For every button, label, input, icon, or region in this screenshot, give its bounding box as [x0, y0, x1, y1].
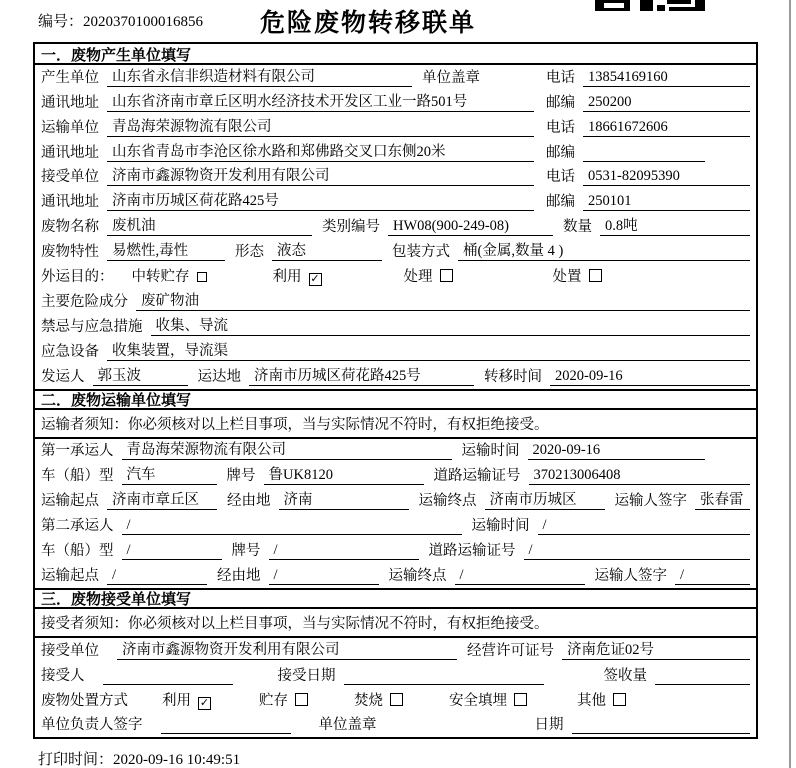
purpose-option-dispose: 处置 — [553, 265, 602, 286]
field-label: 废物名称 — [41, 219, 99, 236]
stamp-label: 单位盖章 — [318, 717, 377, 734]
field-label: 电话 — [546, 69, 575, 86]
field-label: 接受人 — [41, 667, 85, 684]
waste-qty-value: 0.8吨 — [600, 214, 750, 236]
field-label: 包装方式 — [392, 244, 450, 261]
field-label: 邮编 — [546, 144, 575, 161]
row-acceptor — [35, 663, 756, 688]
field-label: 运输时间 — [471, 518, 530, 535]
field-label: 运输终点 — [388, 567, 447, 584]
field-label: 发运人 — [41, 368, 85, 385]
field-label: 转移时间 — [484, 368, 542, 385]
stamp-label: 单位盖章 — [422, 69, 480, 86]
scan-page-edge — [789, 0, 791, 768]
field-label: 类别编号 — [322, 219, 380, 236]
purpose-option-storage: 中转贮存 — [132, 265, 207, 286]
disposal-option-incinerate: 焚烧 — [354, 689, 403, 710]
emergency-equipment-value: 收集装置，导流渠 — [107, 339, 750, 361]
field-label: 电话 — [546, 119, 575, 136]
first-carrier-value: 青岛海荣源物流有限公司 — [122, 438, 452, 460]
field-label: 邮编 — [546, 94, 575, 111]
transporter-value: 青岛海荣源物流有限公司 — [107, 115, 534, 137]
transporter-address-value: 山东省青岛市李沧区徐水路和郑佛路交叉口东侧20米 — [107, 140, 534, 162]
row-shipper — [35, 364, 756, 389]
second-route-start-value: / — [107, 567, 207, 585]
transporter-notice: 运输者须知：你必须核对以上栏目事项，当与实际情况不符时，有权拒绝接受。 — [35, 410, 756, 439]
row-waste-name — [35, 214, 756, 239]
field-label: 签收量 — [603, 667, 647, 684]
waste-character-value: 易燃性,毒性 — [107, 239, 225, 261]
field-label: 通讯地址 — [41, 144, 99, 161]
purpose-option-utilize: 利用 ✓ — [272, 269, 320, 286]
second-route-via-value: / — [269, 567, 379, 585]
field-label: 电话 — [546, 169, 575, 186]
row-emergency-measures — [35, 314, 756, 339]
accept-date-value — [344, 669, 544, 685]
waste-form-value: 液态 — [272, 239, 382, 261]
disposal-option-landfill: 安全填埋 — [449, 689, 527, 710]
second-carrier-value: / — [122, 517, 462, 535]
receiver-notice: 接受者须知：你必须核对以上栏目事项，当与实际情况不符时，有权拒绝接受。 — [35, 609, 756, 638]
print-time — [38, 748, 240, 768]
field-label: 接受单位 — [41, 169, 99, 186]
row-receiver-address — [35, 189, 756, 214]
first-route-start-value: 济南市章丘区 — [107, 488, 217, 510]
row-accepting-unit — [35, 638, 756, 663]
field-label: 经由地 — [217, 567, 261, 584]
field-label: 运输人签字 — [594, 567, 667, 584]
field-label: 运输时间 — [461, 443, 520, 460]
field-label: 形态 — [235, 244, 264, 261]
field-label: 应急设备 — [41, 343, 99, 360]
field-label: 通讯地址 — [41, 194, 99, 211]
receiver-value: 济南市鑫源物资开发利用有限公司 — [107, 164, 534, 186]
producer-address-value: 山东省济南市章丘区明水经济技术开发区工业一路501号 — [107, 90, 534, 112]
field-label: 运输单位 — [41, 119, 99, 136]
serial-value: 2020370100016856 — [83, 14, 204, 30]
field-label: 禁忌与应急措施 — [41, 318, 143, 335]
row-responsible-signature — [35, 713, 756, 738]
field-label: 数量 — [563, 219, 592, 236]
field-label: 运输起点 — [41, 567, 99, 584]
row-producer-address — [35, 90, 756, 115]
transfer-time-value: 2020-09-16 — [550, 368, 750, 386]
row-first-vehicle — [35, 463, 756, 488]
sign-date-value — [572, 718, 751, 734]
manifest-form — [33, 42, 758, 739]
receiver-phone-value: 0531-82095390 — [583, 168, 750, 186]
field-label: 产生单位 — [41, 69, 99, 86]
first-route-via-value: 济南 — [279, 488, 409, 510]
disposal-option-store: 贮存 — [259, 689, 308, 710]
producer-value: 山东省永信非织造材料有限公司 — [107, 65, 412, 87]
field-label: 道路运输证号 — [433, 468, 521, 485]
disposal-option-other: 其他 — [577, 689, 626, 710]
qr-code-fragment — [595, 0, 705, 11]
first-vehicle-type-value: 汽车 — [122, 463, 217, 485]
field-label: 邮编 — [546, 194, 575, 211]
field-label: 通讯地址 — [41, 94, 99, 111]
receiver-zip-value: 250101 — [583, 193, 750, 211]
checkbox-treat — [440, 269, 453, 282]
second-permit-value: / — [524, 542, 751, 560]
checkbox-disposal-landfill — [514, 693, 527, 706]
purpose-option-treat: 处理 — [404, 265, 453, 286]
field-label: 车（船）型 — [41, 543, 114, 560]
page-title: 危险废物转移联单 — [259, 9, 476, 37]
field-label: 经由地 — [227, 493, 271, 510]
row-transfer-purpose — [35, 264, 756, 289]
row-second-vehicle — [35, 538, 756, 563]
field-label: 接受日期 — [277, 667, 336, 684]
field-label: 运输终点 — [418, 493, 477, 510]
checkbox-disposal-utilize-checked: ✓ — [199, 695, 210, 709]
transporter-phone-value: 18661672606 — [583, 119, 750, 137]
transporter-zip-value — [583, 146, 705, 162]
field-label: 经营许可证号 — [467, 642, 554, 659]
serial-label: 编号： — [38, 14, 84, 30]
field-label: 日期 — [534, 717, 564, 734]
shipper-value: 郭玉波 — [93, 364, 188, 386]
producer-zip-value: 250200 — [583, 94, 750, 112]
section1-header: 一．废物产生单位填写 — [35, 44, 756, 65]
print-time-label: 打印时间： — [38, 752, 114, 768]
acceptor-value — [103, 669, 233, 685]
second-route-end-value: / — [455, 567, 585, 585]
field-label: 运达地 — [197, 368, 241, 385]
field-label: 废物特性 — [41, 244, 99, 261]
field-label: 单位负责人签字 — [41, 717, 143, 734]
checkbox-storage — [197, 272, 207, 282]
disposal-option-utilize: 利用 ✓ — [162, 692, 210, 709]
first-carrier-signature-value: 张春雷 — [695, 488, 750, 510]
section3-header: 三．废物接受单位填写 — [35, 588, 756, 609]
checkbox-disposal-incinerate — [390, 693, 403, 706]
waste-code-value: HW08(900-249-08) — [388, 218, 553, 236]
row-disposal-method — [35, 688, 756, 713]
destination-value: 济南市历城区荷花路425号 — [249, 364, 474, 386]
accepting-unit-value: 济南市鑫源物资开发利用有限公司 — [117, 638, 457, 660]
field-label: 外运目的： — [41, 269, 114, 286]
field-label: 主要危险成分 — [41, 293, 128, 310]
row-transporter — [35, 115, 756, 140]
first-plate-value: 鲁UK8120 — [264, 463, 424, 485]
document-header — [0, 0, 796, 40]
second-carrier-signature-value: / — [675, 567, 750, 585]
row-hazard-component — [35, 289, 756, 314]
print-time-value: 2020-09-16 10:49:51 — [113, 752, 241, 768]
second-vehicle-type-value: / — [122, 542, 222, 560]
field-label: 牌号 — [231, 543, 261, 560]
field-label: 牌号 — [226, 468, 256, 485]
field-label: 接受单位 — [41, 642, 99, 659]
first-route-end-value: 济南市历城区 — [485, 488, 605, 510]
field-label: 运输人签字 — [614, 493, 687, 510]
field-label: 废物处置方式 — [41, 692, 128, 709]
license-number-value: 济南危证02号 — [562, 638, 750, 660]
checkbox-disposal-store — [295, 693, 308, 706]
checkbox-disposal-other — [613, 693, 626, 706]
field-label: 道路运输证号 — [428, 543, 516, 560]
receiver-address-value: 济南市历城区荷花路425号 — [107, 189, 534, 211]
field-label: 第二承运人 — [41, 518, 114, 535]
field-label: 运输起点 — [41, 493, 99, 510]
waste-pack-value: 桶(金属,数量 4 ) — [458, 239, 750, 261]
field-label: 第一承运人 — [41, 443, 114, 460]
field-label: 车（船）型 — [41, 468, 114, 485]
hazard-component-value: 废矿物油 — [136, 289, 750, 311]
emergency-measures-value: 收集、导流 — [151, 314, 751, 336]
first-transport-time-value: 2020-09-16 — [528, 442, 706, 460]
second-transport-time-value: / — [538, 517, 751, 535]
row-first-route — [35, 488, 756, 513]
second-plate-value: / — [269, 542, 419, 560]
checkbox-utilize-checked: ✓ — [310, 272, 320, 286]
received-qty-value — [655, 669, 750, 685]
row-first-carrier — [35, 439, 756, 464]
row-waste-character — [35, 239, 756, 264]
row-second-route — [35, 563, 756, 588]
row-receiver — [35, 165, 756, 190]
row-emergency-equipment — [35, 339, 756, 364]
row-producer — [35, 65, 756, 90]
row-second-carrier — [35, 513, 756, 538]
checkbox-dispose — [589, 269, 602, 282]
producer-phone-value: 13854169160 — [583, 69, 750, 87]
row-transporter-address — [35, 140, 756, 165]
first-permit-value: 370213006408 — [529, 467, 751, 485]
section2-header: 二．废物运输单位填写 — [35, 389, 756, 410]
waste-name-value: 废机油 — [107, 214, 312, 236]
responsible-signature-value — [161, 718, 291, 734]
